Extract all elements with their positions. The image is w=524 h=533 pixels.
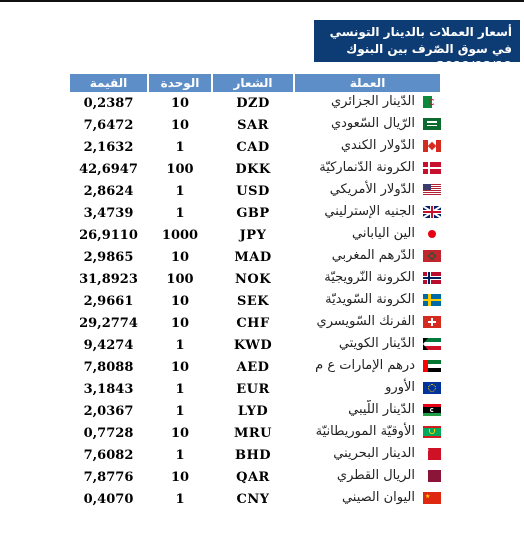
table-row xyxy=(69,334,441,356)
currency-name: الدّينار اللّيبي xyxy=(348,402,415,418)
qatar-flag-icon xyxy=(423,470,441,482)
title-line-1: أسعار العملات بالدينار التونسي xyxy=(329,25,512,39)
table-row xyxy=(69,422,441,444)
currency-unit: 10 xyxy=(170,249,190,265)
currency-cell xyxy=(294,444,441,466)
currency-cell xyxy=(294,224,441,246)
currency-code: CAD xyxy=(236,139,270,155)
currency-code: DZD xyxy=(236,95,270,111)
currency-value: 7,8088 xyxy=(83,359,134,375)
currency-unit: 1 xyxy=(175,139,185,155)
eu-flag-icon xyxy=(423,382,441,394)
currency-code: CNY xyxy=(236,491,270,507)
currency-code: DKK xyxy=(235,161,271,177)
uk-flag-icon xyxy=(423,206,441,218)
currency-value: 2,9661 xyxy=(83,293,134,309)
table-row xyxy=(69,246,441,268)
usa-flag-icon xyxy=(423,184,441,196)
currency-unit: 10 xyxy=(170,293,190,309)
currency-name: الكرونة النّرويجيّة xyxy=(324,270,415,286)
algeria-flag-icon xyxy=(423,96,441,108)
currency-code: BHD xyxy=(234,447,272,463)
currency-code: KWD xyxy=(233,337,273,353)
title-line-2: في سوق الصّرف بين البنوك 2019/08/19 xyxy=(346,42,512,73)
currency-code: EUR xyxy=(236,381,270,397)
currency-code: NOK xyxy=(234,271,271,287)
currency-value: 2,9865 xyxy=(83,249,134,265)
currency-value: 3,4739 xyxy=(83,205,134,221)
currency-cell xyxy=(294,312,441,334)
currency-cell xyxy=(294,356,441,378)
currency-value: 7,6472 xyxy=(83,117,134,133)
currency-cell xyxy=(294,268,441,290)
currency-cell xyxy=(294,290,441,312)
libya-flag-icon xyxy=(423,404,441,416)
currency-value: 2,0367 xyxy=(83,403,134,419)
currency-unit: 10 xyxy=(170,117,190,133)
currency-name: الأوقيّة الموريطانيّة xyxy=(315,424,415,440)
currency-unit: 1 xyxy=(175,491,185,507)
table-header-row xyxy=(69,74,441,92)
currency-name: الدّينار الكويتي xyxy=(338,336,415,352)
currency-cell xyxy=(294,114,441,136)
currency-value: 26,9110 xyxy=(79,227,138,243)
table-row xyxy=(69,224,441,246)
currency-name: الدّرهم المغربي xyxy=(331,248,415,264)
currency-name: اليوان الصيني xyxy=(341,490,415,506)
currency-unit: 1 xyxy=(175,403,185,419)
currency-name: الدّينار الجزائري xyxy=(330,94,415,110)
currency-unit: 1 xyxy=(175,205,185,221)
table-row xyxy=(69,268,441,290)
currency-unit: 10 xyxy=(170,315,190,331)
header-code: الشعار xyxy=(212,74,294,92)
table-row xyxy=(69,158,441,180)
currency-value: 0,2387 xyxy=(83,95,134,111)
currency-unit: 10 xyxy=(170,425,190,441)
currency-name: الرّيال السّعودي xyxy=(330,116,415,132)
table-row xyxy=(69,290,441,312)
currency-value: 29,2774 xyxy=(79,315,138,331)
table-row xyxy=(69,356,441,378)
currency-name: الجنيه الإسترليني xyxy=(324,204,415,220)
currency-code: MRU xyxy=(233,425,273,441)
currency-unit: 1 xyxy=(175,337,185,353)
currency-unit: 1 xyxy=(175,447,185,463)
header-currency: العملة xyxy=(294,74,441,92)
currency-value: 42,6947 xyxy=(79,161,138,177)
norway-flag-icon xyxy=(423,272,441,284)
currency-code: LYD xyxy=(237,403,269,419)
uae-flag-icon xyxy=(423,360,441,372)
currency-code: MAD xyxy=(234,249,272,265)
currency-value: 0,7728 xyxy=(83,425,134,441)
canada-flag-icon xyxy=(423,140,441,152)
top-border xyxy=(0,0,524,2)
china-flag-icon: ★ xyxy=(423,492,441,504)
currency-unit: 10 xyxy=(170,359,190,375)
currency-code: CHF xyxy=(236,315,270,331)
table-row xyxy=(69,444,441,466)
currency-code: GBP xyxy=(236,205,270,221)
currency-value: 7,6082 xyxy=(83,447,134,463)
currency-cell xyxy=(294,180,441,202)
currency-unit: 10 xyxy=(170,469,190,485)
currency-name: الين الياباني xyxy=(351,226,415,242)
currency-code: QAR xyxy=(236,469,270,485)
currency-code: USD xyxy=(236,183,270,199)
table-row xyxy=(69,312,441,334)
currency-cell xyxy=(294,92,441,114)
header-unit: الوحدة xyxy=(148,74,212,92)
currency-unit: 1 xyxy=(175,381,185,397)
currency-value: 3,1843 xyxy=(83,381,134,397)
currency-name: الأورو xyxy=(385,380,415,396)
table-row xyxy=(69,92,441,114)
saudi-flag-icon xyxy=(423,118,441,130)
currency-name: الدّولار الكندي xyxy=(340,138,415,154)
morocco-flag-icon xyxy=(423,250,441,262)
currency-cell xyxy=(294,400,441,422)
currency-cell xyxy=(294,202,441,224)
currency-unit: 10 xyxy=(170,95,190,111)
currency-name: الكرونة السّويديّة xyxy=(325,292,415,308)
currency-value: 31,8923 xyxy=(79,271,138,287)
currency-cell xyxy=(294,488,441,510)
currency-cell xyxy=(294,334,441,356)
table-row xyxy=(69,466,441,488)
japan-flag-icon xyxy=(423,228,441,240)
table-row xyxy=(69,180,441,202)
currency-name: درهم الإمارات ع م xyxy=(315,358,415,374)
currency-unit: 100 xyxy=(166,271,194,287)
currency-code: JPY xyxy=(239,227,267,243)
currency-cell xyxy=(294,378,441,400)
currency-unit: 1 xyxy=(175,183,185,199)
bahrain-flag-icon xyxy=(423,448,441,460)
currency-name: الدّولار الأمريكي xyxy=(329,182,415,198)
currency-name: الريال القطري xyxy=(336,468,415,484)
currency-value: 2,1632 xyxy=(83,139,134,155)
header-value: القيمة xyxy=(69,74,148,92)
denmark-flag-icon xyxy=(423,162,441,174)
currency-code: SEK xyxy=(236,293,270,309)
currency-unit: 100 xyxy=(166,161,194,177)
currency-name: الدينار البحريني xyxy=(333,446,415,462)
title-box xyxy=(314,20,520,73)
table-row xyxy=(69,136,441,158)
table-row xyxy=(69,378,441,400)
table-row xyxy=(69,114,441,136)
kuwait-flag-icon xyxy=(423,338,441,350)
switzerland-flag-icon xyxy=(423,316,441,328)
currency-cell xyxy=(294,136,441,158)
currency-name: الكرونة الدّنماركيّة xyxy=(319,160,415,176)
exchange-rates-table xyxy=(68,74,442,510)
currency-code: AED xyxy=(236,359,270,375)
table-row xyxy=(69,400,441,422)
currency-cell xyxy=(294,422,441,444)
table-row xyxy=(69,488,441,510)
currency-cell xyxy=(294,246,441,268)
sweden-flag-icon xyxy=(423,294,441,306)
currency-value: 2,8624 xyxy=(83,183,134,199)
currency-name: الفرنك السّويسري xyxy=(316,314,415,330)
currency-value: 0,4070 xyxy=(83,491,134,507)
mauritania-flag-icon xyxy=(423,426,441,438)
currency-cell xyxy=(294,466,441,488)
table-row xyxy=(69,202,441,224)
currency-value: 9,4274 xyxy=(83,337,134,353)
currency-unit: 1000 xyxy=(161,227,199,243)
currency-value: 7,8776 xyxy=(83,469,134,485)
currency-cell xyxy=(294,158,441,180)
currency-code: SAR xyxy=(237,117,269,133)
